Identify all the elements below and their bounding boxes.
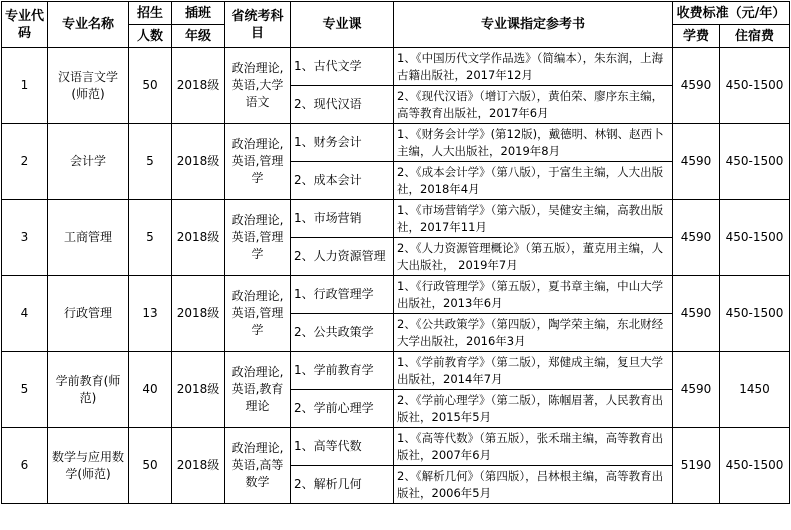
- cell-ref: 1、《市场营销学》（第六版），吴健安主编，高教出版社，2017年11月: [394, 200, 673, 238]
- cell-quota: 5: [129, 200, 172, 276]
- cell-quota: 50: [129, 48, 172, 124]
- cell-lodging: 450-1500: [720, 48, 790, 124]
- cell-grade: 2018级: [172, 276, 225, 352]
- header-tuition: 学费: [673, 25, 720, 48]
- cell-course: 1、财务会计: [291, 124, 394, 162]
- cell-ref: 1、《行政管理学》（第五版），夏书章主编，中山大学出版社，2013年6月: [394, 276, 673, 314]
- cell-exam: 政治理论,英语,高等数学: [225, 428, 291, 504]
- header-quota-bottom: 人数: [129, 25, 172, 48]
- cell-grade: 2018级: [172, 124, 225, 200]
- header-quota-top: 招生: [129, 2, 172, 25]
- cell-course: 2、现代汉语: [291, 86, 394, 124]
- cell-course: 2、成本会计: [291, 162, 394, 200]
- cell-ref: 2、《学前心理学》（第二版），陈帼眉著，人民教育出版社，2015年5月: [394, 390, 673, 428]
- cell-exam: 政治理论,英语,管理学: [225, 200, 291, 276]
- cell-grade: 2018级: [172, 352, 225, 428]
- cell-ref: 2、《现代汉语》（增订六版），黄伯荣、廖序东主编，高等教育出版社，2017年6月: [394, 86, 673, 124]
- cell-quota: 50: [129, 428, 172, 504]
- cell-code: 6: [2, 428, 48, 504]
- cell-tuition: 4590: [673, 276, 720, 352]
- cell-grade: 2018级: [172, 200, 225, 276]
- cell-ref: 1、《高等代数》（第五版），张禾瑞主编，高等教育出版社，2007年6月: [394, 428, 673, 466]
- cell-course: 1、行政管理学: [291, 276, 394, 314]
- header-code: 专业代码: [2, 2, 48, 48]
- cell-ref: 2、《人力资源管理概论》（第五版），董克用主编，人大出版社， 2019年7月: [394, 238, 673, 276]
- cell-quota: 5: [129, 124, 172, 200]
- cell-course: 1、学前教育学: [291, 352, 394, 390]
- cell-quota: 40: [129, 352, 172, 428]
- cell-exam: 政治理论,英语,教育理论: [225, 352, 291, 428]
- cell-exam: 政治理论,英语,大学语文: [225, 48, 291, 124]
- table-row: [2, 48, 790, 86]
- cell-name: 学前教育(师范): [48, 352, 129, 428]
- cell-tuition: 5190: [673, 428, 720, 504]
- table-row: [2, 352, 790, 390]
- cell-lodging: 450-1500: [720, 124, 790, 200]
- cell-tuition: 4590: [673, 124, 720, 200]
- cell-course: 2、解析几何: [291, 466, 394, 504]
- admission-table: [1, 1, 790, 504]
- cell-quota: 13: [129, 276, 172, 352]
- header-grade-bottom: 年级: [172, 25, 225, 48]
- cell-grade: 2018级: [172, 428, 225, 504]
- cell-exam: 政治理论,英语,管理学: [225, 124, 291, 200]
- cell-code: 2: [2, 124, 48, 200]
- cell-code: 4: [2, 276, 48, 352]
- cell-name: 会计学: [48, 124, 129, 200]
- header-ref: 专业课指定参考书: [394, 2, 673, 48]
- table-row: [2, 200, 790, 238]
- cell-exam: 政治理论,英语,管理学: [225, 276, 291, 352]
- cell-code: 5: [2, 352, 48, 428]
- cell-lodging: 450-1500: [720, 428, 790, 504]
- cell-lodging: 450-1500: [720, 200, 790, 276]
- admission-table-wrapper: [1, 1, 790, 504]
- cell-course: 2、学前心理学: [291, 390, 394, 428]
- header-name: 专业名称: [48, 2, 129, 48]
- cell-course: 1、高等代数: [291, 428, 394, 466]
- cell-tuition: 4590: [673, 48, 720, 124]
- cell-name: 数学与应用数学(师范): [48, 428, 129, 504]
- cell-course: 2、人力资源管理: [291, 238, 394, 276]
- table-row: [2, 428, 790, 466]
- cell-ref: 1、《财务会计学》(第12版)，戴德明、林钢、赵西卜主编，人大出版社，2019年8月: [394, 124, 673, 162]
- cell-lodging: 450-1500: [720, 276, 790, 352]
- cell-tuition: 4590: [673, 200, 720, 276]
- table-row: [2, 124, 790, 162]
- cell-grade: 2018级: [172, 48, 225, 124]
- cell-name: 工商管理: [48, 200, 129, 276]
- cell-ref: 2、《公共政策学》（第四版），陶学荣主编，东北财经大学出版社，2016年3月: [394, 314, 673, 352]
- cell-name: 汉语言文学(师范): [48, 48, 129, 124]
- cell-course: 1、市场营销: [291, 200, 394, 238]
- header-course: 专业课: [291, 2, 394, 48]
- header-lodging: 住宿费: [720, 25, 790, 48]
- cell-ref: 1、《中国历代文学作品选》（简编本），朱东润，上海古籍出版社，2017年12月: [394, 48, 673, 86]
- header-exam: 省统考科目: [225, 2, 291, 48]
- cell-tuition: 4590: [673, 352, 720, 428]
- table-row: [2, 276, 790, 314]
- cell-course: 2、公共政策学: [291, 314, 394, 352]
- header-fee: 收费标准（元/年）: [673, 2, 790, 25]
- cell-ref: 1、《学前教育学》（第二版），郑健成主编，复旦大学出版社，2014年7月: [394, 352, 673, 390]
- header-grade-top: 插班: [172, 2, 225, 25]
- cell-code: 1: [2, 48, 48, 124]
- cell-code: 3: [2, 200, 48, 276]
- cell-course: 1、古代文学: [291, 48, 394, 86]
- cell-lodging: 1450: [720, 352, 790, 428]
- cell-ref: 2、《解析几何》（第四版），吕林根主编，高等教育出版社，2006年5月: [394, 466, 673, 504]
- cell-name: 行政管理: [48, 276, 129, 352]
- cell-ref: 2、《成本会计学》（第八版），于富生主编，人大出版社，2018年4月: [394, 162, 673, 200]
